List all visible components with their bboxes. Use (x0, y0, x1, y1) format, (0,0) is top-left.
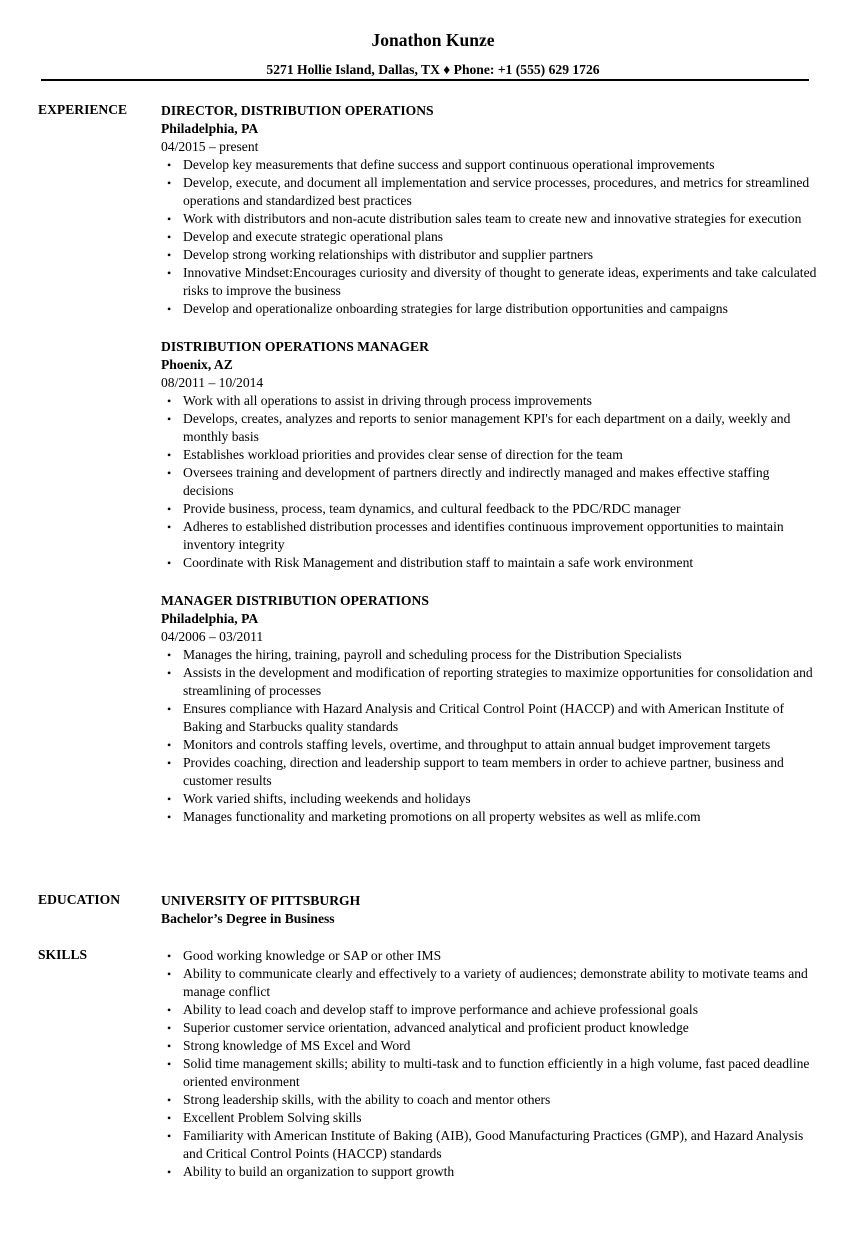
list-item: • Develops, creates, analyzes and reports to senior management KPI's for each department on a daily, weekly and monthly basis (161, 410, 821, 446)
section-label-skills: SKILLS (38, 947, 88, 962)
degree: Bachelor’s Degree in Business (161, 911, 335, 926)
job-location: Philadelphia, PA (161, 611, 259, 626)
list-item: • Manages the hiring, training, payroll and scheduling process for the Distribution Specialists (161, 646, 821, 664)
list-item: • Develop and operationalize onboarding strategies for large distribution opportunities and campaigns (161, 300, 821, 318)
list-item: • Work varied shifts, including weekends and holidays (161, 790, 821, 808)
list-item: • Ability to lead coach and develop staff to improve performance and achieve professional goals (161, 1001, 821, 1019)
list-item: • Oversees training and development of partners directly and indirectly managed and makes effective staffing decisions (161, 464, 821, 500)
list-item: • Superior customer service orientation, advanced analytical and proficient product knowledge (161, 1019, 821, 1037)
list-item: • Develop, execute, and document all implementation and service processes, procedures, and metrics for streamlined operations and standardized best practices (161, 174, 821, 210)
list-item: • Develop key measurements that define success and support continuous operational improvements (161, 156, 821, 174)
job-bullets (161, 646, 821, 826)
job-bullets (161, 156, 821, 318)
list-item: • Work with distributors and non-acute distribution sales team to create new and innovative strategies for execution (161, 210, 821, 228)
list-item: • Excellent Problem Solving skills (161, 1109, 821, 1127)
job-entry (161, 592, 821, 826)
list-item: • Ability to build an organization to support growth (161, 1163, 821, 1181)
contact-line: 5271 Hollie Island, Dallas, TX ♦ Phone: +1 (555) 629 1726 (266, 62, 600, 77)
list-item: • Solid time management skills; ability to multi-task and to function efficiently in a high volume, fast paced deadline oriented environment (161, 1055, 821, 1091)
section-label-education: EDUCATION (38, 892, 121, 907)
list-item: • Good working knowledge or SAP or other IMS (161, 947, 821, 965)
skills-list (161, 947, 821, 1181)
school-name: UNIVERSITY OF PITTSBURGH (161, 893, 361, 908)
list-item: • Strong leadership skills, with the ability to coach and mentor others (161, 1091, 821, 1109)
job-title: MANAGER DISTRIBUTION OPERATIONS (161, 593, 429, 608)
job-location: Philadelphia, PA (161, 121, 259, 136)
list-item: • Ensures compliance with Hazard Analysis and Critical Control Point (HACCP) and with American Institute of Baking and Starbucks quality standards (161, 700, 821, 736)
job-location: Phoenix, AZ (161, 357, 233, 372)
list-item: • Monitors and controls staffing levels, overtime, and throughput to attain annual budget improvement targets (161, 736, 821, 754)
list-item: • Innovative Mindset:Encourages curiosity and diversity of thought to generate ideas, experiments and take calculated risks to improve the business (161, 264, 821, 300)
job-title: DIRECTOR, DISTRIBUTION OPERATIONS (161, 103, 434, 118)
experience-body (161, 102, 821, 846)
list-item: • Establishes workload priorities and provides clear sense of direction for the team (161, 446, 821, 464)
job-dates: 04/2006 – 03/2011 (161, 629, 264, 644)
job-title: DISTRIBUTION OPERATIONS MANAGER (161, 339, 429, 354)
skills-body (161, 947, 821, 1181)
list-item: • Adheres to established distribution processes and identifies continuous improvement opportunities to maintain inventory integrity (161, 518, 821, 554)
education-body (161, 892, 821, 928)
list-item: • Provides coaching, direction and leadership support to team members in order to achieve partner, business and customer results (161, 754, 821, 790)
list-item: • Develop and execute strategic operational plans (161, 228, 821, 246)
list-item: • Manages functionality and marketing promotions on all property websites as well as mlife.com (161, 808, 821, 826)
job-dates: 04/2015 – present (161, 139, 259, 154)
job-dates: 08/2011 – 10/2014 (161, 375, 264, 390)
list-item: • Familiarity with American Institute of Baking (AIB), Good Manufacturing Practices (GMP), and Hazard Analysis and Critical Control Points (HACCP) standards (161, 1127, 821, 1163)
section-label-experience: EXPERIENCE (38, 102, 128, 117)
header-divider (41, 79, 809, 81)
candidate-name: Jonathon Kunze (371, 30, 495, 50)
job-entry (161, 102, 821, 318)
list-item: • Assists in the development and modification of reporting strategies to maximize opportunities for consolidation and streamlining of processes (161, 664, 821, 700)
list-item: • Ability to communicate clearly and effectively to a variety of audiences; demonstrate ability to motivate teams and manage conflict (161, 965, 821, 1001)
job-bullets (161, 392, 821, 572)
list-item: • Provide business, process, team dynamics, and cultural feedback to the PDC/RDC manager (161, 500, 821, 518)
list-item: • Develop strong working relationships with distributor and supplier partners (161, 246, 821, 264)
list-item: • Coordinate with Risk Management and distribution staff to maintain a safe work environment (161, 554, 821, 572)
list-item: • Work with all operations to assist in driving through process improvements (161, 392, 821, 410)
job-entry (161, 338, 821, 572)
list-item: • Strong knowledge of MS Excel and Word (161, 1037, 821, 1055)
